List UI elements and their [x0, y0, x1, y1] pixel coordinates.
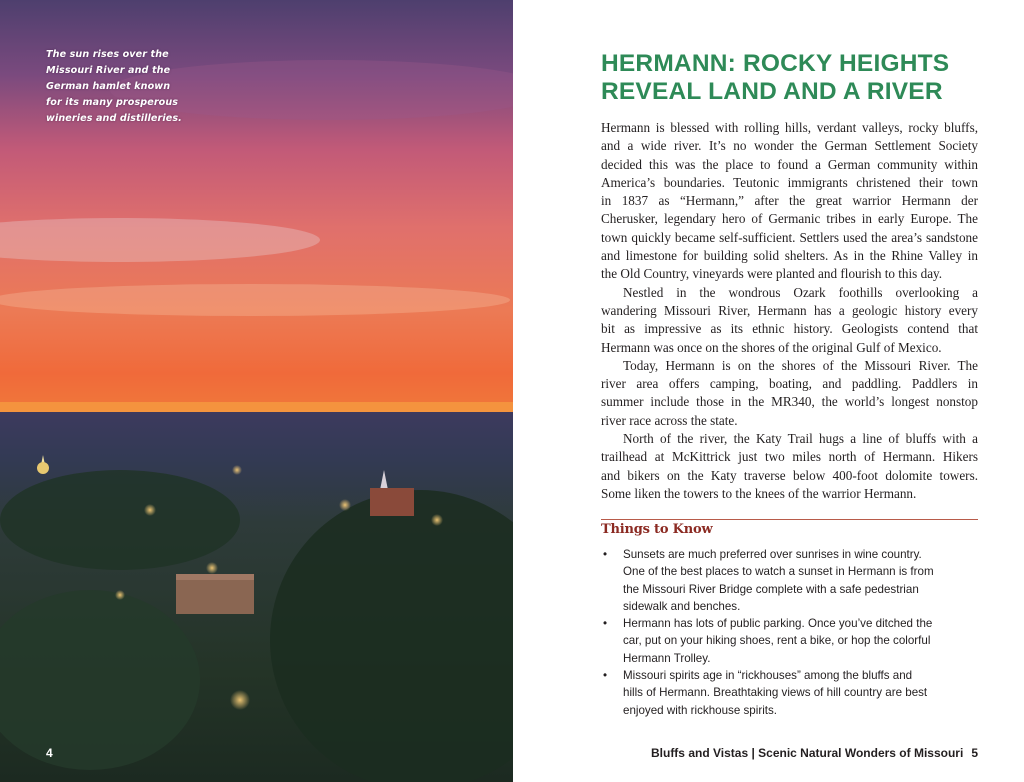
page-title	[601, 50, 1001, 106]
bullet-icon: •	[603, 669, 608, 683]
body-text	[601, 119, 978, 503]
body-line: bit as impressive as its ethnic history. Geologists contend that	[601, 321, 978, 337]
body-line: Cherusker, legendary hero of Germanic tribes in early Europe. The	[601, 211, 978, 227]
photo-caption	[46, 47, 186, 127]
title-line: REVEAL LAND AND A RIVER	[601, 78, 943, 105]
caption-line: The sun rises over the	[46, 49, 169, 60]
page-number-right: 5	[971, 746, 978, 760]
list-item-line: Hermann Trolley.	[623, 651, 711, 665]
caption-line: Missouri River and the	[46, 65, 171, 76]
right-page	[513, 0, 1024, 782]
body-line: North of the river, the Katy Trail hugs a line of bluffs with a	[623, 431, 978, 447]
list-item	[601, 615, 981, 667]
caption-line: wineries and distilleries.	[46, 113, 182, 124]
body-line: trailhead at McKittrick just two miles north of Hermann. Hikers	[601, 449, 978, 465]
body-line: Hermann is blessed with rolling hills, verdant valleys, rocky bluffs,	[601, 120, 978, 135]
list-item-line: Hermann has lots of public parking. Once you’ve ditched the	[623, 617, 933, 631]
list-item-line: sidewalk and benches.	[623, 599, 741, 613]
things-to-know-heading: Things to Know	[601, 522, 713, 537]
bullet-icon: •	[603, 548, 608, 561]
list-item-line: Sunsets are much preferred over sunrises in wine country.	[623, 548, 922, 561]
body-line: river race across the state.	[601, 412, 738, 428]
list-item-line: hills of Hermann. Breathtaking views of hill country are best	[623, 686, 928, 700]
body-line: river area offers camping, boating, and paddling. Paddlers in	[601, 376, 978, 392]
list-item	[601, 667, 981, 719]
caption-line: for its many prosperous	[46, 97, 179, 108]
things-to-know-list	[601, 546, 981, 719]
body-line: in 1837 as “Hermann,” after the great warrior Hermann der	[601, 193, 978, 209]
section-divider	[601, 519, 978, 520]
body-line: and limestone for building solid shelters. As in the Rhine Valley in	[601, 248, 978, 264]
running-title: Bluffs and Vistas | Scenic Natural Wonders of Missouri	[650, 746, 964, 760]
caption-line: German hamlet known	[46, 81, 171, 92]
list-item	[601, 546, 981, 615]
running-footer	[651, 746, 978, 760]
body-line: wandering Missouri River, Hermann has a geologic history every	[601, 302, 978, 318]
bullet-icon: •	[603, 617, 608, 631]
list-item-line: the Missouri River Bridge complete with a safe pedestrian	[623, 582, 919, 596]
list-item-line: car, put on your hiking shoes, rent a bike, or hop the colorful	[623, 634, 931, 648]
body-line: and bikers on the Katy traverse below 400-foot dolomite towers.	[601, 467, 978, 483]
body-line: town quickly became self-sufficient. Settlers used the area’s sandstone	[601, 229, 978, 245]
list-item-line: One of the best places to watch a sunset in Hermann is from	[623, 565, 934, 579]
body-line: Nestled in the wondrous Ozark foothills overlooking a	[623, 284, 978, 300]
body-line: Today, Hermann is on the shores of the Missouri River. The	[623, 357, 978, 373]
body-line: decided this was the place to found a German community within	[601, 156, 978, 172]
list-item-line: Missouri spirits age in “rickhouses” among the bluffs and	[623, 669, 913, 683]
body-line: Hermann was once on the shores of the original Gulf of Mexico.	[601, 339, 942, 355]
list-item-line: enjoyed with rickhouse spirits.	[623, 703, 778, 717]
title-line: HERMANN: ROCKY HEIGHTS	[601, 50, 950, 77]
body-line: America’s boundaries. Teutonic immigrants christened their town	[601, 174, 978, 190]
body-line: summer include those in the MR340, the world’s longest nonstop	[601, 394, 978, 410]
body-line: and a wide river. It’s no wonder the German Settlement Society	[601, 138, 978, 154]
body-line: the Old Country, vineyards were planted and flourish to this day.	[601, 266, 943, 282]
page-number-left: 4	[46, 746, 53, 760]
body-line: Some liken the towers to the knees of the warrior Hermann.	[601, 485, 917, 501]
